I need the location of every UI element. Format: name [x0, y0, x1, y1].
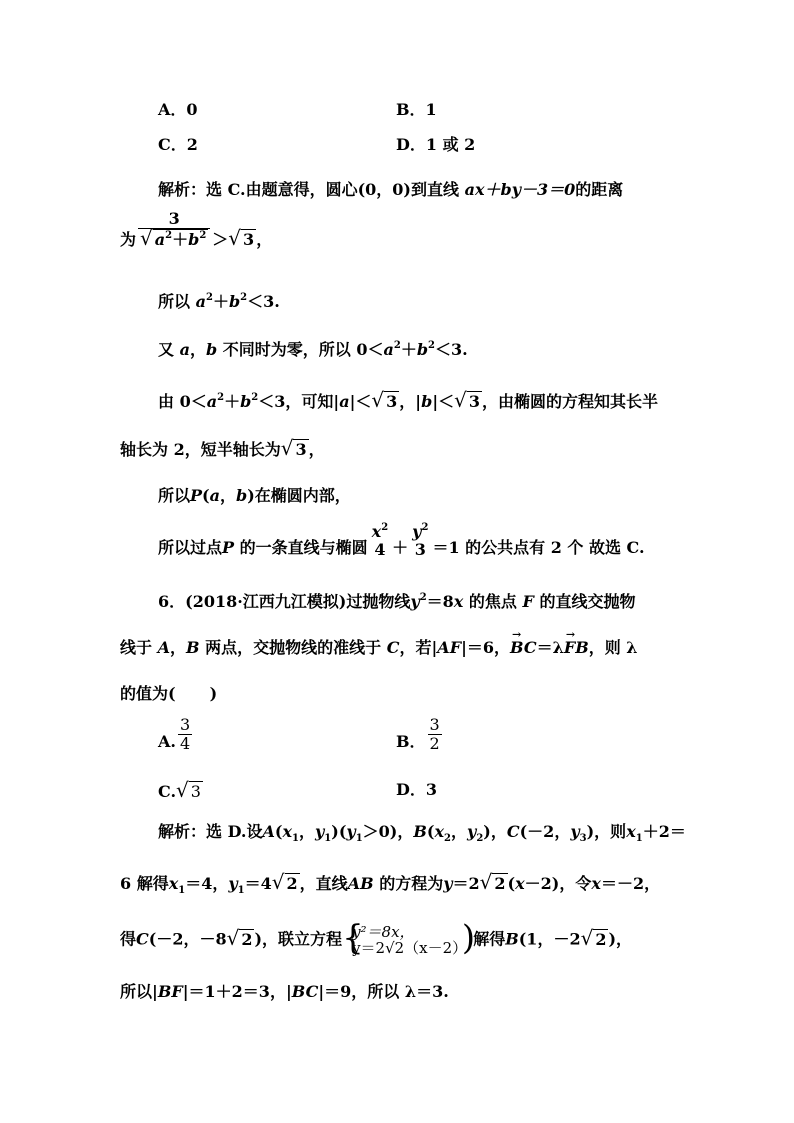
text: ，| [399, 392, 422, 411]
text: 6．(2018·江西九江模拟)过抛物线 [158, 592, 411, 611]
text: ＋2＝ [642, 822, 686, 841]
option-label: A． [158, 100, 187, 119]
option-a-q5 [158, 100, 198, 120]
vector-fb: → FB [564, 638, 589, 658]
radicand: 3 [386, 392, 398, 411]
fraction-numerator: 3 [179, 715, 191, 734]
radicand: 3 [243, 230, 255, 249]
text: (－2， [519, 822, 571, 841]
text: 线于 [120, 638, 153, 657]
question6-line1: 6．(2018·江西九江模拟)过抛物线$y^2=8x$ 的焦点 F 的直线交抛物 [158, 592, 636, 611]
text: ，直线 [299, 874, 348, 893]
text: 的直线交抛物 [539, 592, 636, 611]
solution5-line3: 所以 $a^2+b^2<3$. [158, 292, 280, 311]
text: 所以过点 [158, 538, 223, 557]
option-label: C． [158, 135, 187, 154]
solution6-line2: 6 解得$x_1=4$，$y_1=4√$ 2 ，直线AB 的方程为y＝2√ 2 (x－2)，令x＝－2， [120, 870, 661, 896]
question6-line3 [120, 684, 217, 704]
option-label: A. [158, 732, 176, 751]
fraction: $y^2$ 3 [412, 521, 429, 559]
solution5-line1 [158, 180, 623, 200]
text: ，则 [594, 822, 627, 841]
solution5-line6 [120, 438, 325, 460]
equation-row-2: y＝2√2（x－2） [352, 939, 468, 957]
solution5-line2 [120, 209, 273, 250]
solution6-line4: 所以|BF|＝1＋2＝3，|BC|＝9，所以 λ＝3. [120, 982, 449, 1001]
solution5-line7: 所以P(a，b)在椭圆内部， [158, 486, 351, 505]
option-label: D． [396, 135, 426, 154]
text: |＜ [432, 392, 455, 411]
vector-bc: → BC [510, 638, 537, 658]
fraction-numerator: 3 [168, 209, 180, 228]
radical: √ $a^2+b^2$ [140, 226, 207, 250]
text: 得 [120, 929, 137, 949]
solution5-line4: 又 a，b 不同时为零，所以 $0<a^2+b^2<3$. [158, 340, 468, 359]
option-d-q5 [396, 135, 475, 155]
text: |＝1＋2＝3，| [182, 982, 292, 1001]
text: 6 解得 [120, 874, 169, 893]
text: 的方程为 [379, 874, 444, 893]
radical: √ 3 [176, 778, 201, 802]
text: 为 [120, 230, 137, 249]
text: 轴长为 2，短半轴长为 [120, 440, 281, 459]
solution6-line1: 解析：选 D.设$A(x_1$，$y_1)(y_1>0)$，$B(x_2$，$y_2$)，C(－2，$y_3$)，则$x_1+2=$ [158, 822, 686, 844]
solution5-line5: 由 $0<a^2+b^2<3$，可知|a|＜√ 3 ，|b|＜√ 3 ，由椭圆的方程知其长半 [158, 388, 659, 412]
question6-line2: 线于 A，B 两点，交抛物线的准线于 C，若|AF|＝6，→ BC＝λ→ FB，则 λ [120, 638, 638, 658]
text: 的值为( [120, 684, 176, 703]
option-a-q6 [158, 715, 194, 753]
text: ， [308, 440, 325, 459]
text: ＝－2， [600, 874, 661, 893]
fraction [178, 716, 192, 753]
radical: √ 2 [479, 870, 506, 894]
text: ＞ [212, 230, 229, 249]
text: ＝1 的公共点有 2 个 故选 C. [432, 538, 645, 557]
text: ＝4， [185, 874, 229, 893]
text: 两点，交抛物线的准线于 [205, 638, 382, 657]
math-expr: ax＋by－3＝0 [464, 180, 576, 199]
text: 所以 [158, 486, 191, 505]
text: 由 0＜ [158, 392, 207, 411]
option-value: 1 [425, 100, 437, 119]
text: |＜ [349, 392, 372, 411]
solution6-line3: 得C(－2，－8√ 2 )，联立方程 { y²＝8x， y＝2√2（x－2） ) 解得B(1，－2√ 2 )， [120, 918, 633, 958]
text: ， [490, 822, 507, 841]
option-d-q6 [396, 780, 437, 800]
text: )，联立方程 [254, 929, 343, 949]
text: 所以 [158, 292, 191, 311]
option-value: 2 [186, 135, 198, 154]
radical: √ 2 [271, 870, 298, 894]
option-label: C. [158, 782, 177, 801]
fraction-denominator: 4 [179, 734, 191, 753]
text: ， [170, 638, 187, 657]
text: 解析：选 D.设 [158, 822, 263, 841]
fraction-denominator: 2 [429, 734, 440, 753]
fraction [428, 716, 442, 753]
text: ，若| [399, 638, 438, 657]
option-b-q5 [396, 100, 437, 120]
fraction [138, 210, 210, 249]
text: ＜3. [434, 340, 468, 359]
text: ＜3，可知| [258, 392, 340, 411]
text: 解得 [473, 929, 506, 949]
radical: √ 2 [580, 925, 607, 950]
radical: √ 2 [226, 925, 253, 950]
text: 又 [158, 340, 175, 359]
text: ，则 λ [588, 638, 638, 657]
option-label: B． [396, 100, 426, 119]
text: 解析：选 C.由题意得，圆心(0，0)到直线 [158, 180, 460, 199]
text: －2)，令 [524, 874, 592, 893]
radicand: 3 [468, 392, 481, 411]
text: ＝4 [244, 874, 272, 893]
text: ( [507, 874, 516, 893]
text: 的距离 [575, 180, 624, 199]
option-b-q6 [396, 715, 444, 753]
text: ＝λ [536, 638, 564, 657]
option-label: D． [396, 780, 426, 799]
radicand: 3 [295, 440, 307, 459]
text: ， [256, 230, 273, 249]
option-c-q6 [158, 780, 203, 802]
text: 的一条直线与椭圆 [239, 538, 368, 557]
text: 在椭圆内部， [254, 486, 351, 505]
text: ＜3. [247, 292, 280, 311]
fraction: $x^2$ 4 [371, 521, 389, 559]
radical: √ 3 [228, 226, 255, 250]
text: )， [608, 929, 633, 949]
text: 的焦点 [468, 592, 517, 611]
fraction-numerator: 3 [429, 715, 440, 734]
text: ＞0)， [362, 822, 414, 841]
text: (－2，－8 [148, 929, 227, 949]
text: 所以| [120, 982, 158, 1001]
text: ， [189, 340, 206, 359]
text: ，由椭圆的方程知其长半 [482, 392, 659, 411]
option-value: 3 [425, 780, 438, 799]
text: |＝9，所以 λ＝3. [318, 982, 449, 1001]
radical: √ 3 [280, 436, 307, 460]
option-label: B． [396, 732, 426, 751]
text: ) [209, 684, 218, 703]
text: ＝8 [426, 592, 454, 611]
solution5-line8: 所以过点P 的一条直线与椭圆 $x^2$ 4 ＋ $y^2$ 3 ＝1 的公共点有 2 个 故选 C. [158, 521, 645, 559]
fraction-denominator [138, 228, 210, 249]
radical: √ 3 [371, 388, 398, 412]
text: 不同时为零，所以 0＜ [222, 340, 384, 359]
text: |＝6， [461, 638, 511, 657]
option-value: 1 或 2 [425, 135, 476, 154]
option-value: 0 [186, 100, 198, 119]
option-c-q5 [158, 135, 198, 155]
equation-row-1: y²＝8x， [352, 923, 415, 941]
text: ＝2 [452, 874, 480, 893]
radical: √ 3 [454, 388, 481, 412]
equation-system: { y²＝8x， y＝2√2（x－2） ) [342, 918, 476, 958]
radicand: 3 [190, 782, 201, 801]
text: (1，－2 [518, 929, 581, 949]
